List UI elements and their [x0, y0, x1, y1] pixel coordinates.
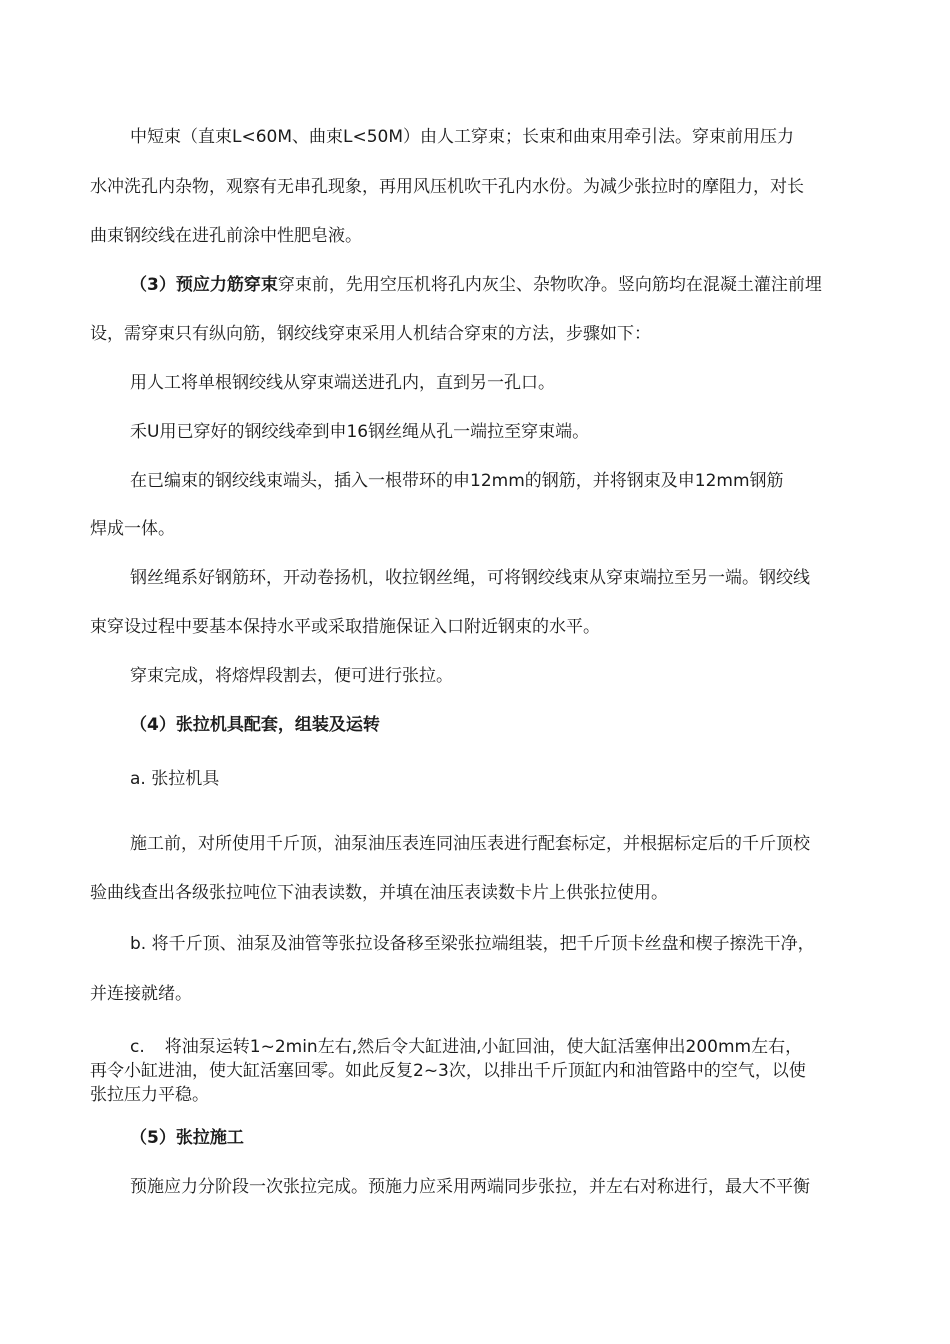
section-4-heading: （4）张拉机具配套，组装及运转: [130, 715, 380, 735]
list-item-c: [130, 1036, 802, 1058]
paragraph-text: 穿束前，先用空压机将孔内灰尘、杂物吹净。竖向筋均在混凝土灌注前埋: [277, 275, 822, 295]
paragraph-line: 施工前，对所使用千斤顶，油泵油压表连同油压表进行配套标定，并根据标定后的千斤顶校: [130, 834, 810, 854]
paragraph-line: 水冲洗孔内杂物，观察有无串孔现象，再用风压机吹干孔内水份。为减少张拉时的摩阻力，对长: [90, 177, 804, 197]
paragraph-line: 束穿设过程中要基本保持水平或采取措施保证入口附近钢束的水平。: [90, 617, 600, 637]
paragraph-line: 穿束完成，将熔焊段割去，便可进行张拉。: [130, 666, 453, 686]
section-heading: 预应力筋穿束: [175, 275, 278, 295]
section-5-heading: （5）张拉施工: [130, 1128, 244, 1148]
list-marker: c.: [130, 1037, 145, 1057]
paragraph-line: 曲束钢绞线在进孔前涂中性肥皂液。: [90, 226, 362, 246]
paragraph-line: 在已编束的钢绞线束端头，插入一根带环的申12mm的钢筋，并将钢束及申12mm钢筋: [130, 471, 784, 491]
paragraph-line: 并连接就绪。: [90, 984, 192, 1004]
paragraph-line: 验曲线查出各级张拉吨位下油表读数，并填在油压表读数卡片上供张拉使用。: [90, 883, 668, 903]
paragraph-line: 焊成一体。: [90, 519, 175, 539]
paragraph-line: 禾U用已穿好的钢绞线牵到申16钢丝绳从孔一端拉至穿束端。: [130, 422, 590, 442]
list-item-b: b. 将千斤顶、油泵及油管等张拉设备移至梁张拉端组装，把千斤顶卡丝盘和楔子擦洗干净，: [130, 934, 815, 954]
section-3-line: [130, 274, 822, 296]
list-item-text: 将油泵运转1~2min左右,然后令大缸进油,小缸回油，使大缸活塞伸出200mm左右，: [164, 1037, 803, 1057]
paragraph-line: 预施应力分阶段一次张拉完成。预施力应采用两端同步张拉，并左右对称进行，最大不平衡: [130, 1177, 810, 1197]
paragraph-line: 用人工将单根钢绞线从穿束端送进孔内，直到另一孔口。: [130, 373, 555, 393]
paragraph-line: 中短束（直束L<60M、曲束L<50M）由人工穿束；长束和曲束用牵引法。穿束前用压力: [130, 127, 795, 147]
paragraph-line: 设，需穿束只有纵向筋，钢绞线穿束采用人机结合穿束的方法，步骤如下：: [90, 324, 651, 344]
paragraph-line: 钢丝绳系好钢筋环，开动卷扬机，收拉钢丝绳，可将钢绞线束从穿束端拉至另一端。钢绞线: [130, 568, 810, 588]
paragraph-line: 再令小缸进油，使大缸活塞回零。如此反复2~3次，以排出千斤顶缸内和油管路中的空气，以使: [90, 1061, 806, 1081]
section-number: （3）: [130, 275, 176, 295]
paragraph-line: 张拉压力平稳。: [90, 1085, 209, 1105]
list-item-a: a. 张拉机具: [130, 769, 220, 789]
